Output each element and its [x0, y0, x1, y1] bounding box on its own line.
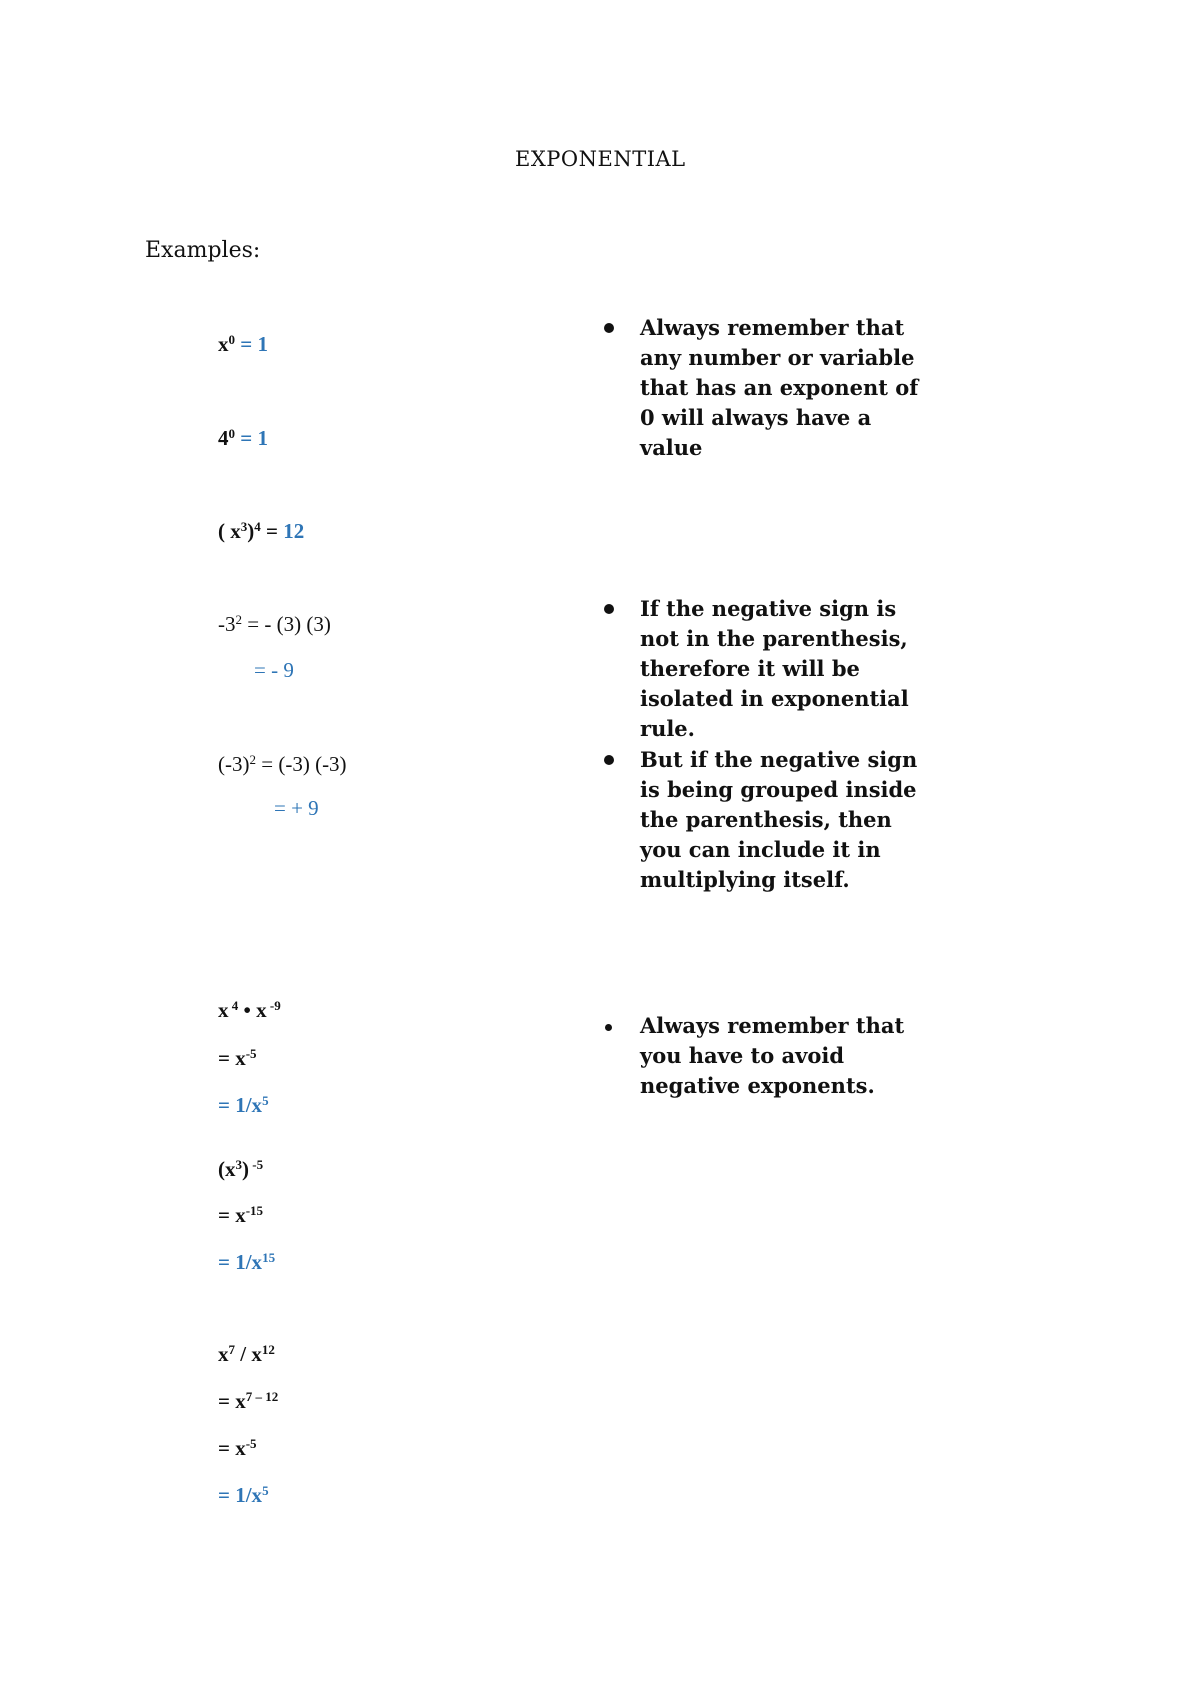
exponent: -9 [266, 997, 281, 1013]
equals-sign: = [260, 519, 284, 543]
example-quotient-rule [218, 1342, 275, 1367]
answer: 12 [283, 519, 305, 543]
bullet-icon [604, 604, 614, 614]
base: 4 [218, 426, 229, 450]
base: x [218, 332, 229, 356]
answer: = 1 [240, 426, 268, 450]
page-title: EXPONENTIAL [515, 147, 686, 171]
base: -3 [218, 612, 236, 636]
base: = x [218, 1046, 246, 1070]
exponent: 5 [262, 1092, 269, 1108]
example-zero-exponent-variable [218, 332, 268, 357]
inner-exponent: 3 [240, 518, 248, 534]
expansion: = (-3) (-3) [256, 752, 347, 776]
base: = 1/x [218, 1483, 263, 1507]
exponent: -5 [245, 1045, 257, 1061]
exponent: 2 [249, 751, 256, 767]
bullet-icon [604, 755, 614, 765]
example-product-rule [218, 998, 281, 1023]
exponent: 12 [261, 1341, 275, 1357]
base: = x [218, 1389, 246, 1413]
example-power-of-power [218, 519, 304, 544]
exponent: 0 [228, 331, 236, 347]
example-zero-exponent-number [218, 426, 268, 451]
example-quotient-rule-answer [218, 1483, 269, 1508]
outer-exponent: 4 [254, 518, 261, 534]
note-zero-exponent: Always remember that any number or variable that has an exponent of 0 will always have a value [640, 315, 919, 460]
exponent: 4 [228, 997, 239, 1013]
close-paren: ) [247, 519, 255, 543]
example-negative-outside [218, 612, 331, 637]
note-negative-inside: But if the negative sign is being grouped inside the parenthesis, then you can include it in multiplying itself. [640, 747, 918, 892]
base: = x [218, 1436, 246, 1460]
exponent: 15 [262, 1249, 276, 1265]
example-negative-inside [218, 752, 347, 777]
expansion: = - (3) (3) [242, 612, 331, 636]
note-negative-outside: If the negative sign is not in the parenthesis, therefore it will be isolated in exponential rule. [640, 596, 909, 741]
base: x [218, 998, 229, 1022]
bullet-icon [604, 323, 614, 333]
base: x [256, 998, 267, 1022]
note-avoid-negative-exponents: Always remember that you have to avoid negative exponents. [640, 1013, 905, 1098]
base: x [218, 1342, 229, 1366]
base: = 1/x [218, 1093, 263, 1117]
answer: = 1 [240, 332, 268, 356]
base: (x [218, 1157, 236, 1181]
divide-sign: / x [235, 1342, 262, 1366]
example-negative-inside-answer: = + 9 [274, 796, 319, 820]
example-quotient-rule-step2 [218, 1436, 257, 1461]
base: (-3) [218, 752, 250, 776]
examples-heading: Examples: [145, 238, 261, 263]
example-negative-outside-answer: = - 9 [254, 658, 294, 682]
base: = 1/x [218, 1250, 263, 1274]
example-power-rule-step [218, 1203, 263, 1228]
close-paren: ) [242, 1157, 250, 1181]
example-power-rule-answer [218, 1250, 275, 1275]
exponent: -5 [245, 1435, 257, 1451]
outer-exponent: -5 [249, 1156, 264, 1172]
base: = x [218, 1203, 246, 1227]
exponent: 7 – 12 [245, 1388, 279, 1404]
example-product-rule-answer [218, 1093, 269, 1118]
inner-exponent: 3 [235, 1156, 243, 1172]
base: ( x [218, 519, 241, 543]
example-product-rule-step [218, 1046, 257, 1071]
exponent: -15 [245, 1202, 264, 1218]
exponent: 5 [262, 1482, 269, 1498]
exponent: 2 [235, 611, 243, 627]
example-power-rule [218, 1157, 263, 1182]
exponent: 0 [228, 425, 236, 441]
example-quotient-rule-step1 [218, 1389, 278, 1414]
exponent: 7 [228, 1341, 236, 1357]
bullet-icon [605, 1024, 612, 1031]
multiply-dot: • [238, 998, 257, 1022]
